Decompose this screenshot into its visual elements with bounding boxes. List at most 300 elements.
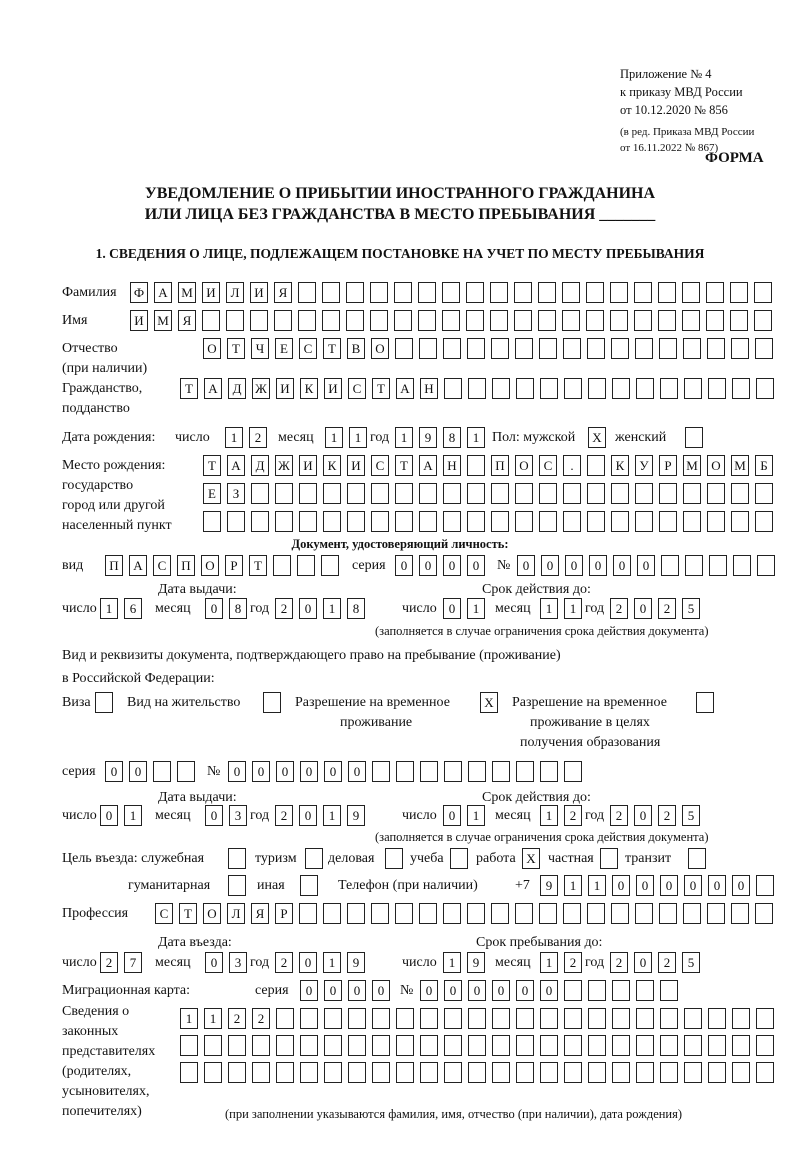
char-cell[interactable]: Д [228, 378, 246, 399]
char-cell[interactable] [468, 1008, 486, 1029]
char-cell[interactable]: О [707, 455, 725, 476]
char-cell[interactable]: 9 [347, 952, 365, 973]
char-cell[interactable] [444, 1062, 462, 1083]
char-cell[interactable] [684, 378, 702, 399]
char-cell[interactable]: Ф [130, 282, 148, 303]
char-cell[interactable]: 2 [610, 805, 628, 826]
char-cell[interactable]: 0 [205, 952, 223, 973]
char-cell[interactable] [539, 511, 557, 532]
char-cell[interactable]: 1 [564, 598, 582, 619]
char-cell[interactable] [444, 378, 462, 399]
char-cell[interactable]: 2 [658, 952, 676, 973]
char-cell[interactable] [516, 378, 534, 399]
char-cell[interactable]: 0 [300, 761, 318, 782]
char-cell[interactable] [755, 511, 773, 532]
char-cell[interactable]: 1 [323, 805, 341, 826]
char-cell[interactable] [275, 483, 293, 504]
char-cell[interactable] [516, 1008, 534, 1029]
char-cell[interactable] [587, 483, 605, 504]
char-cell[interactable] [756, 1062, 774, 1083]
char-cell[interactable]: 8 [229, 598, 247, 619]
char-cell[interactable] [635, 903, 653, 924]
char-cell[interactable] [730, 282, 748, 303]
char-cell[interactable] [442, 310, 460, 331]
char-cell[interactable] [587, 338, 605, 359]
char-cell[interactable]: 0 [732, 875, 750, 896]
char-cell[interactable]: 9 [347, 805, 365, 826]
char-cell[interactable]: 1 [349, 427, 367, 448]
char-cell[interactable] [396, 1062, 414, 1083]
char-cell[interactable]: И [347, 455, 365, 476]
char-cell[interactable]: 0 [634, 805, 652, 826]
char-cell[interactable]: 0 [516, 980, 534, 1001]
char-cell[interactable] [370, 310, 388, 331]
char-cell[interactable] [467, 903, 485, 924]
char-cell[interactable] [730, 310, 748, 331]
char-cell[interactable] [636, 1035, 654, 1056]
char-cell[interactable] [153, 761, 171, 782]
char-cell[interactable]: 1 [467, 598, 485, 619]
char-cell[interactable] [468, 1035, 486, 1056]
char-cell[interactable]: 0 [205, 805, 223, 826]
char-cell[interactable] [492, 378, 510, 399]
char-cell[interactable] [733, 555, 751, 576]
char-cell[interactable] [516, 1062, 534, 1083]
char-cell[interactable]: 2 [228, 1008, 246, 1029]
char-cell[interactable] [346, 310, 364, 331]
char-cell[interactable] [300, 1008, 318, 1029]
char-cell[interactable] [660, 1035, 678, 1056]
char-cell[interactable] [514, 310, 532, 331]
char-cell[interactable]: 1 [323, 952, 341, 973]
char-cell[interactable]: Ж [275, 455, 293, 476]
char-cell[interactable] [347, 903, 365, 924]
char-cell[interactable]: 2 [252, 1008, 270, 1029]
char-cell[interactable]: 6 [124, 598, 142, 619]
char-cell[interactable] [564, 980, 582, 1001]
char-cell[interactable]: Т [372, 378, 390, 399]
char-cell[interactable] [587, 511, 605, 532]
char-cell[interactable] [685, 555, 703, 576]
char-cell[interactable]: 0 [419, 555, 437, 576]
char-cell[interactable]: 0 [613, 555, 631, 576]
char-cell[interactable] [323, 511, 341, 532]
char-cell[interactable] [731, 338, 749, 359]
char-cell[interactable]: 0 [348, 761, 366, 782]
char-cell[interactable] [612, 1062, 630, 1083]
char-cell[interactable]: Я [178, 310, 196, 331]
char-cell[interactable] [706, 310, 724, 331]
char-cell[interactable]: 2 [564, 952, 582, 973]
char-cell[interactable]: 0 [636, 875, 654, 896]
char-cell[interactable] [492, 1008, 510, 1029]
char-cell[interactable] [588, 1008, 606, 1029]
char-cell[interactable] [299, 903, 317, 924]
char-cell[interactable]: К [611, 455, 629, 476]
char-cell[interactable] [228, 848, 246, 869]
char-cell[interactable] [707, 903, 725, 924]
char-cell[interactable]: И [324, 378, 342, 399]
char-cell[interactable]: 0 [443, 805, 461, 826]
char-cell[interactable] [419, 483, 437, 504]
char-cell[interactable]: С [371, 455, 389, 476]
char-cell[interactable] [443, 511, 461, 532]
char-cell[interactable] [659, 903, 677, 924]
char-cell[interactable] [756, 875, 774, 896]
char-cell[interactable]: И [130, 310, 148, 331]
char-cell[interactable]: Т [180, 378, 198, 399]
char-cell[interactable] [636, 378, 654, 399]
char-cell[interactable] [273, 555, 291, 576]
char-cell[interactable] [683, 903, 701, 924]
char-cell[interactable]: К [323, 455, 341, 476]
char-cell[interactable]: 9 [540, 875, 558, 896]
char-cell[interactable]: 1 [225, 427, 243, 448]
char-cell[interactable] [276, 1062, 294, 1083]
char-cell[interactable]: И [276, 378, 294, 399]
char-cell[interactable]: 0 [708, 875, 726, 896]
char-cell[interactable]: Т [203, 455, 221, 476]
char-cell[interactable]: О [203, 338, 221, 359]
char-cell[interactable] [276, 1035, 294, 1056]
char-cell[interactable] [300, 875, 318, 896]
char-cell[interactable]: И [299, 455, 317, 476]
char-cell[interactable] [324, 1035, 342, 1056]
char-cell[interactable]: 8 [443, 427, 461, 448]
char-cell[interactable] [323, 903, 341, 924]
char-cell[interactable] [444, 761, 462, 782]
char-cell[interactable]: 0 [565, 555, 583, 576]
char-cell[interactable] [564, 378, 582, 399]
char-cell[interactable] [252, 1062, 270, 1083]
char-cell[interactable] [706, 282, 724, 303]
char-cell[interactable] [348, 1035, 366, 1056]
char-cell[interactable]: Т [249, 555, 267, 576]
char-cell[interactable] [468, 761, 486, 782]
char-cell[interactable]: Е [203, 483, 221, 504]
char-cell[interactable] [562, 282, 580, 303]
char-cell[interactable] [708, 1008, 726, 1029]
char-cell[interactable] [298, 310, 316, 331]
char-cell[interactable]: 1 [540, 805, 558, 826]
char-cell[interactable] [634, 282, 652, 303]
char-cell[interactable] [300, 1062, 318, 1083]
char-cell[interactable]: М [731, 455, 749, 476]
char-cell[interactable]: 0 [276, 761, 294, 782]
char-cell[interactable]: А [419, 455, 437, 476]
char-cell[interactable] [95, 692, 113, 713]
char-cell[interactable] [468, 378, 486, 399]
char-cell[interactable]: 0 [492, 980, 510, 1001]
char-cell[interactable] [419, 338, 437, 359]
char-cell[interactable]: 0 [467, 555, 485, 576]
char-cell[interactable] [252, 1035, 270, 1056]
char-cell[interactable]: 0 [228, 761, 246, 782]
char-cell[interactable] [612, 1008, 630, 1029]
char-cell[interactable]: П [177, 555, 195, 576]
char-cell[interactable] [636, 1062, 654, 1083]
char-cell[interactable] [564, 1035, 582, 1056]
char-cell[interactable]: 0 [420, 980, 438, 1001]
char-cell[interactable] [515, 903, 533, 924]
char-cell[interactable]: 0 [637, 555, 655, 576]
char-cell[interactable]: 0 [443, 598, 461, 619]
char-cell[interactable]: Ж [252, 378, 270, 399]
char-cell[interactable] [635, 511, 653, 532]
char-cell[interactable] [588, 378, 606, 399]
char-cell[interactable] [708, 378, 726, 399]
char-cell[interactable] [467, 483, 485, 504]
char-cell[interactable]: 2 [610, 952, 628, 973]
char-cell[interactable] [180, 1035, 198, 1056]
char-cell[interactable]: 0 [684, 875, 702, 896]
char-cell[interactable] [466, 282, 484, 303]
char-cell[interactable]: И [202, 282, 220, 303]
char-cell[interactable] [610, 282, 628, 303]
char-cell[interactable]: 1 [100, 598, 118, 619]
char-cell[interactable] [516, 761, 534, 782]
char-cell[interactable] [682, 282, 700, 303]
char-cell[interactable] [660, 378, 678, 399]
char-cell[interactable] [372, 1035, 390, 1056]
char-cell[interactable] [443, 338, 461, 359]
char-cell[interactable] [467, 338, 485, 359]
char-cell[interactable]: В [347, 338, 365, 359]
char-cell[interactable]: 5 [682, 598, 700, 619]
char-cell[interactable]: 0 [540, 980, 558, 1001]
char-cell[interactable] [491, 483, 509, 504]
char-cell[interactable]: А [396, 378, 414, 399]
char-cell[interactable] [540, 761, 558, 782]
char-cell[interactable] [305, 848, 323, 869]
char-cell[interactable] [612, 980, 630, 1001]
char-cell[interactable] [348, 1008, 366, 1029]
char-cell[interactable] [420, 1062, 438, 1083]
char-cell[interactable]: 1 [443, 952, 461, 973]
char-cell[interactable]: А [129, 555, 147, 576]
char-cell[interactable] [418, 282, 436, 303]
char-cell[interactable]: 1 [467, 805, 485, 826]
char-cell[interactable]: 5 [682, 952, 700, 973]
char-cell[interactable]: 0 [443, 555, 461, 576]
char-cell[interactable] [418, 310, 436, 331]
char-cell[interactable] [395, 483, 413, 504]
char-cell[interactable] [226, 310, 244, 331]
char-cell[interactable]: 1 [564, 875, 582, 896]
char-cell[interactable] [515, 483, 533, 504]
char-cell[interactable] [755, 338, 773, 359]
char-cell[interactable] [684, 1008, 702, 1029]
char-cell[interactable] [611, 338, 629, 359]
char-cell[interactable] [756, 1008, 774, 1029]
char-cell[interactable]: X [522, 848, 540, 869]
char-cell[interactable] [372, 1008, 390, 1029]
char-cell[interactable] [420, 1035, 438, 1056]
char-cell[interactable] [634, 310, 652, 331]
char-cell[interactable]: 0 [589, 555, 607, 576]
char-cell[interactable] [612, 1035, 630, 1056]
char-cell[interactable]: Д [251, 455, 269, 476]
char-cell[interactable] [276, 1008, 294, 1029]
char-cell[interactable] [538, 310, 556, 331]
char-cell[interactable]: 9 [419, 427, 437, 448]
char-cell[interactable]: Н [443, 455, 461, 476]
char-cell[interactable] [177, 761, 195, 782]
char-cell[interactable] [228, 875, 246, 896]
char-cell[interactable] [491, 511, 509, 532]
char-cell[interactable] [731, 511, 749, 532]
char-cell[interactable] [371, 511, 389, 532]
char-cell[interactable] [442, 282, 460, 303]
char-cell[interactable] [540, 1062, 558, 1083]
char-cell[interactable] [564, 1008, 582, 1029]
char-cell[interactable]: С [299, 338, 317, 359]
char-cell[interactable] [394, 282, 412, 303]
char-cell[interactable] [682, 310, 700, 331]
char-cell[interactable]: А [227, 455, 245, 476]
char-cell[interactable] [732, 1062, 750, 1083]
char-cell[interactable]: 0 [444, 980, 462, 1001]
char-cell[interactable] [180, 1062, 198, 1083]
char-cell[interactable] [516, 1035, 534, 1056]
char-cell[interactable]: Т [323, 338, 341, 359]
char-cell[interactable]: 0 [324, 980, 342, 1001]
char-cell[interactable] [467, 455, 485, 476]
char-cell[interactable]: Л [226, 282, 244, 303]
char-cell[interactable] [204, 1035, 222, 1056]
char-cell[interactable]: 1 [124, 805, 142, 826]
char-cell[interactable] [396, 1035, 414, 1056]
char-cell[interactable] [610, 310, 628, 331]
char-cell[interactable] [492, 1035, 510, 1056]
char-cell[interactable] [515, 338, 533, 359]
char-cell[interactable]: 0 [468, 980, 486, 1001]
char-cell[interactable] [227, 511, 245, 532]
char-cell[interactable]: 0 [612, 875, 630, 896]
char-cell[interactable] [324, 1062, 342, 1083]
char-cell[interactable] [396, 1008, 414, 1029]
char-cell[interactable] [611, 483, 629, 504]
char-cell[interactable] [394, 310, 412, 331]
char-cell[interactable] [564, 761, 582, 782]
char-cell[interactable] [419, 903, 437, 924]
char-cell[interactable]: 1 [467, 427, 485, 448]
char-cell[interactable]: У [635, 455, 653, 476]
char-cell[interactable] [684, 1062, 702, 1083]
char-cell[interactable] [395, 338, 413, 359]
char-cell[interactable] [696, 692, 714, 713]
char-cell[interactable] [684, 1035, 702, 1056]
char-cell[interactable]: М [178, 282, 196, 303]
char-cell[interactable]: О [371, 338, 389, 359]
char-cell[interactable]: О [201, 555, 219, 576]
char-cell[interactable] [539, 903, 557, 924]
char-cell[interactable]: 0 [634, 952, 652, 973]
char-cell[interactable] [251, 511, 269, 532]
char-cell[interactable] [708, 1035, 726, 1056]
char-cell[interactable] [635, 338, 653, 359]
char-cell[interactable] [564, 1062, 582, 1083]
char-cell[interactable]: 0 [660, 875, 678, 896]
char-cell[interactable] [371, 483, 389, 504]
char-cell[interactable] [443, 483, 461, 504]
char-cell[interactable] [660, 1008, 678, 1029]
char-cell[interactable] [586, 282, 604, 303]
char-cell[interactable]: 0 [348, 980, 366, 1001]
char-cell[interactable] [370, 282, 388, 303]
char-cell[interactable]: 1 [323, 598, 341, 619]
char-cell[interactable] [204, 1062, 222, 1083]
char-cell[interactable] [660, 980, 678, 1001]
char-cell[interactable] [444, 1008, 462, 1029]
char-cell[interactable] [731, 903, 749, 924]
char-cell[interactable] [732, 378, 750, 399]
char-cell[interactable]: 0 [541, 555, 559, 576]
char-cell[interactable] [490, 282, 508, 303]
char-cell[interactable] [539, 483, 557, 504]
char-cell[interactable] [611, 511, 629, 532]
char-cell[interactable] [491, 903, 509, 924]
char-cell[interactable] [659, 483, 677, 504]
char-cell[interactable] [298, 282, 316, 303]
char-cell[interactable]: 2 [249, 427, 267, 448]
char-cell[interactable] [468, 1062, 486, 1083]
char-cell[interactable] [443, 903, 461, 924]
char-cell[interactable]: 2 [610, 598, 628, 619]
char-cell[interactable] [467, 511, 485, 532]
char-cell[interactable]: А [204, 378, 222, 399]
char-cell[interactable] [563, 903, 581, 924]
char-cell[interactable] [588, 980, 606, 1001]
char-cell[interactable] [347, 483, 365, 504]
char-cell[interactable]: 0 [105, 761, 123, 782]
char-cell[interactable]: 0 [299, 952, 317, 973]
char-cell[interactable]: Л [227, 903, 245, 924]
char-cell[interactable] [708, 1062, 726, 1083]
char-cell[interactable]: 7 [124, 952, 142, 973]
char-cell[interactable] [562, 310, 580, 331]
char-cell[interactable]: Я [274, 282, 292, 303]
char-cell[interactable] [538, 282, 556, 303]
char-cell[interactable] [490, 310, 508, 331]
char-cell[interactable]: О [203, 903, 221, 924]
char-cell[interactable] [275, 511, 293, 532]
char-cell[interactable] [228, 1035, 246, 1056]
char-cell[interactable]: 2 [100, 952, 118, 973]
char-cell[interactable]: Е [275, 338, 293, 359]
char-cell[interactable]: . [563, 455, 581, 476]
char-cell[interactable] [348, 1062, 366, 1083]
char-cell[interactable]: Я [251, 903, 269, 924]
char-cell[interactable]: 2 [275, 598, 293, 619]
char-cell[interactable] [322, 310, 340, 331]
char-cell[interactable] [324, 1008, 342, 1029]
char-cell[interactable] [563, 338, 581, 359]
char-cell[interactable]: М [683, 455, 701, 476]
char-cell[interactable] [755, 483, 773, 504]
char-cell[interactable] [756, 1035, 774, 1056]
char-cell[interactable] [419, 511, 437, 532]
char-cell[interactable]: 3 [229, 805, 247, 826]
char-cell[interactable]: Т [395, 455, 413, 476]
char-cell[interactable] [540, 378, 558, 399]
char-cell[interactable] [299, 483, 317, 504]
char-cell[interactable] [588, 1062, 606, 1083]
char-cell[interactable]: Т [179, 903, 197, 924]
char-cell[interactable]: 0 [324, 761, 342, 782]
char-cell[interactable] [660, 1062, 678, 1083]
char-cell[interactable]: 0 [517, 555, 535, 576]
